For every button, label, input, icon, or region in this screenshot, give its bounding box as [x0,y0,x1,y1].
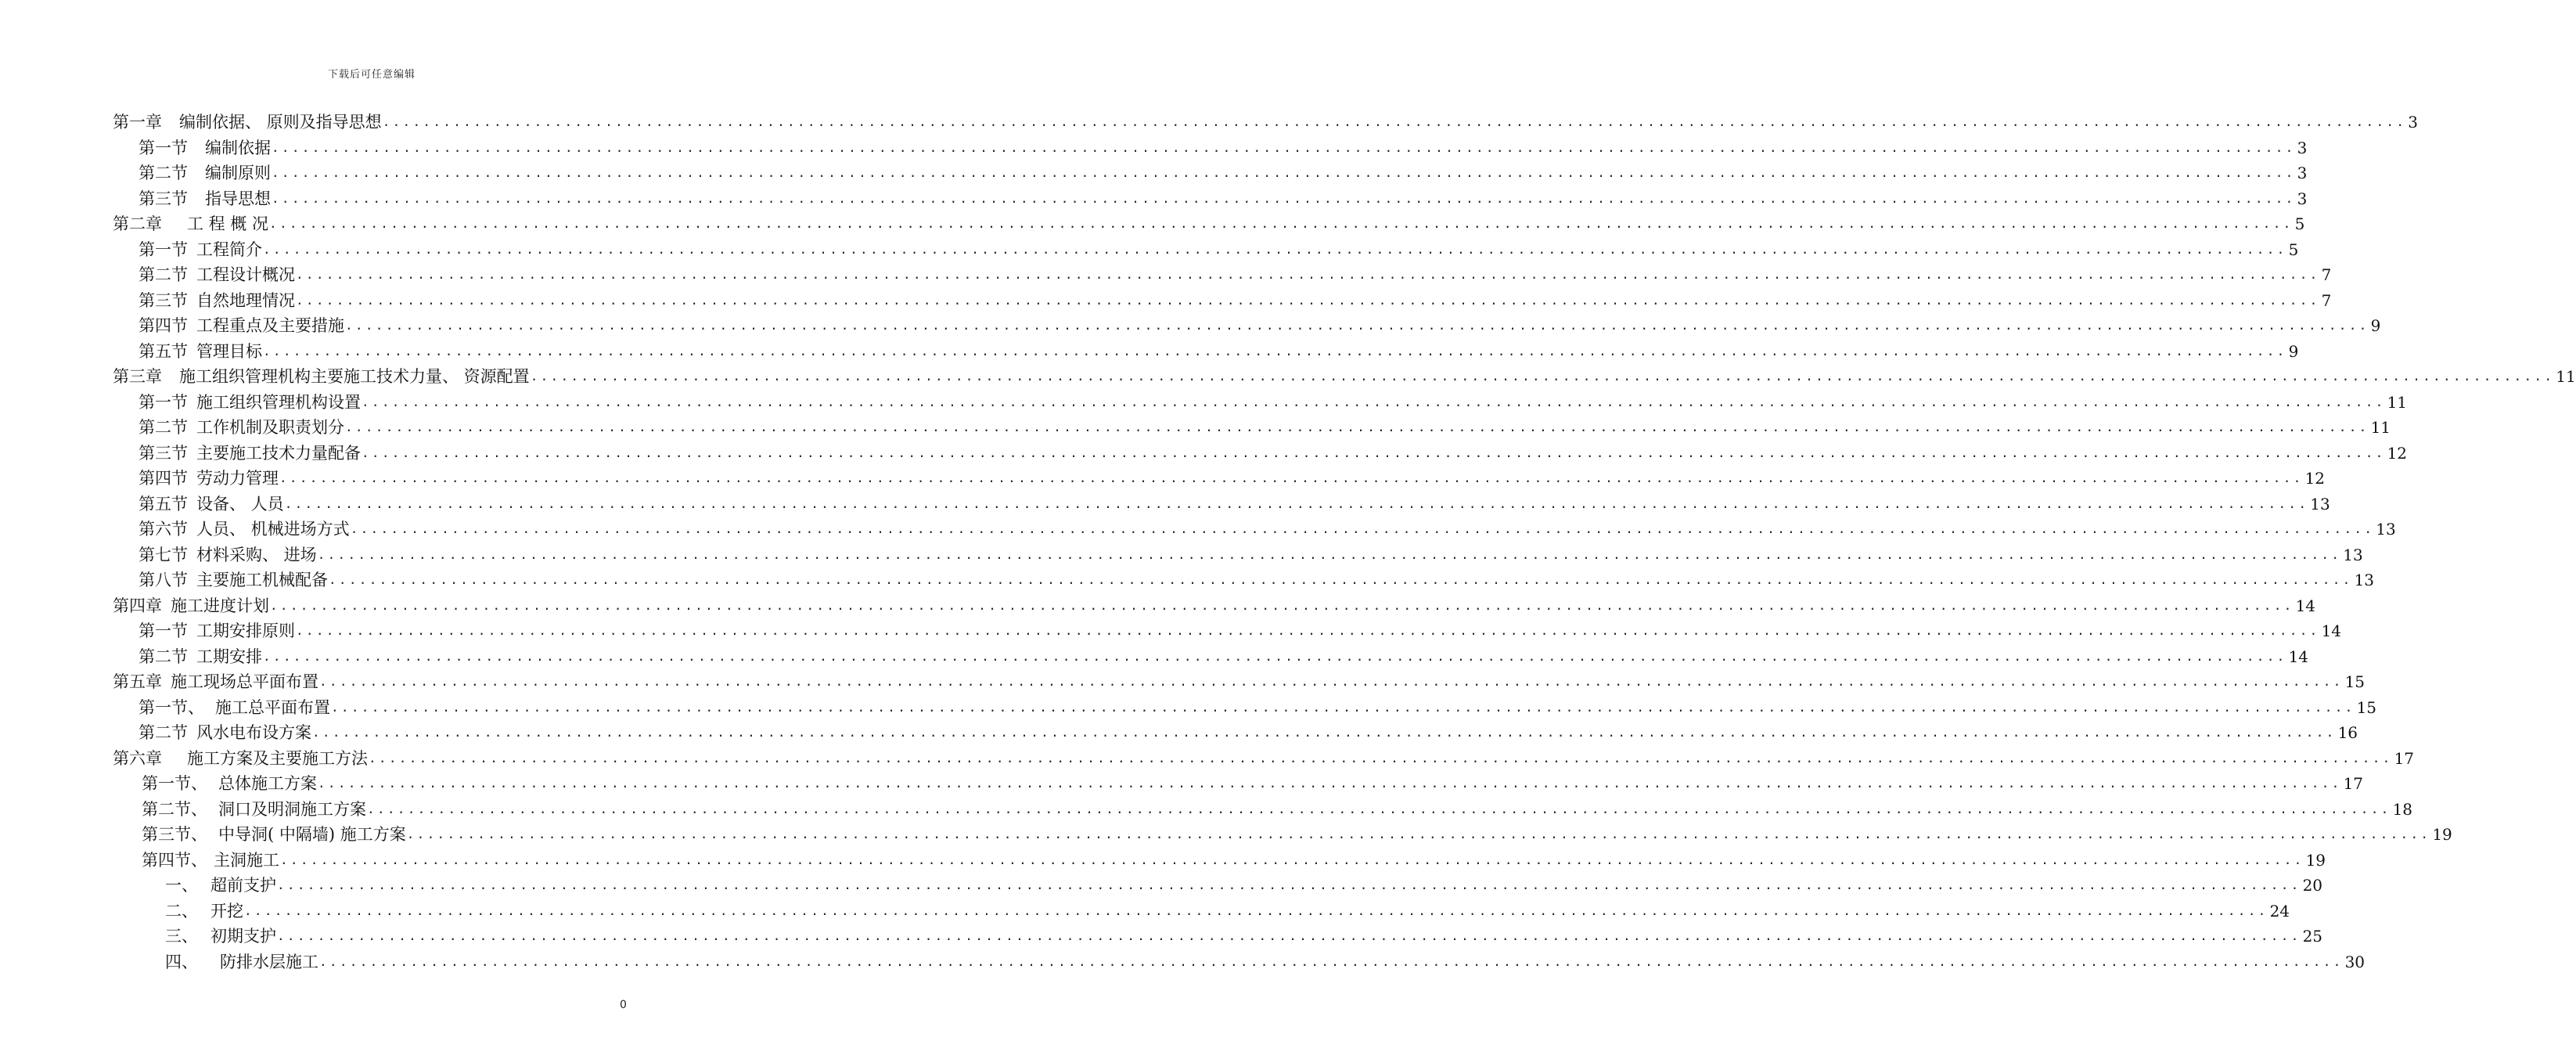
toc-entry-number: 二、 [165,901,198,920]
dot-leader: ........................................................................................................................................................................................................ [270,597,2294,613]
toc-entry-label [165,949,318,975]
dot-leader: ........................................................................................................................................................................................................ [296,267,2320,283]
toc-entry-title: 设备、 人员 [196,494,284,513]
toc-entry-label [165,924,276,949]
dot-leader: ........................................................................................................................................................................................................ [296,292,2320,308]
toc-entry-label [113,110,382,135]
toc-entry[interactable] [0,288,2332,314]
toc-entry-label [165,899,243,924]
dot-leader: ........................................................................................................................................................................................................ [272,190,2296,206]
dot-leader: ........................................................................................................................................................................................................ [244,902,2268,918]
dot-leader: ........................................................................................................................................................................................................ [284,495,2309,511]
toc-entry-title: 材料采购、 进场 [196,545,317,564]
dot-leader: ........................................................................................................................................................................................................ [272,139,2296,155]
toc-entry-number: 第六节 [139,520,188,539]
dot-leader: ........................................................................................................................................................................................................ [312,725,2337,740]
toc-entry-title: 管理目标 [196,341,262,361]
toc-entry-label [139,186,271,212]
toc-entry-number: 第二章 [113,214,162,233]
toc-entry-label [113,593,269,619]
dot-leader: ........................................................................................................................................................................................................ [319,674,2344,690]
toc-entry-page: 9 [2370,316,2381,335]
toc-entry-title: 施工组织管理机构设置 [196,392,361,412]
toc-entry-label [139,466,279,492]
toc-entry-page: 24 [2269,901,2290,920]
toc-entry-title: 工 程 概 况 [187,214,269,233]
toc-entry-page: 7 [2321,290,2332,310]
toc-entry[interactable] [0,644,2309,670]
toc-entry-title: 编制原则 [205,164,271,182]
toc-entry-page: 11 [2556,367,2576,386]
toc-entry-page: 12 [2387,443,2408,463]
toc-entry[interactable] [0,262,2332,288]
toc-entry-label [139,492,284,517]
toc-entry[interactable] [0,339,2299,365]
toc-entry-label [113,211,268,237]
toc-entry-label [139,237,262,263]
toc-entry-title: 风水电布设方案 [196,723,311,742]
page-number: 0 [620,999,627,1011]
toc-entry-page: 16 [2337,723,2358,742]
toc-entry[interactable] [0,746,2415,772]
toc-entry-number: 第三节 [139,290,188,310]
toc-entry-title: 初期支护 [210,927,276,946]
toc-entry-page: 11 [2387,392,2408,412]
toc-entry-label [113,669,318,695]
toc-entry-page: 3 [2408,113,2418,132]
toc-entry-page: 3 [2297,164,2308,182]
toc-entry-label [165,873,276,899]
toc-entry-number: 第二节 [139,647,188,666]
toc-entry[interactable] [0,160,2308,186]
toc-entry-label [139,160,271,186]
dot-leader: ........................................................................................................................................................................................................ [296,623,2320,639]
toc-entry[interactable] [0,949,2366,975]
toc-entry-label [139,390,361,416]
toc-entry-label [113,746,368,772]
toc-entry-page: 19 [2305,850,2326,870]
toc-entry-number: 第六章 [113,748,162,768]
toc-entry-label [139,542,317,568]
toc-entry-title: 防排水层施工 [220,952,318,971]
toc-entry-page: 13 [2343,545,2363,564]
toc-entry-page: 14 [2321,621,2342,640]
toc-entry-title: 开挖 [210,901,243,920]
dot-leader: ........................................................................................................................................................................................................ [263,343,2287,358]
toc-entry-number: 第二节、 [142,799,207,819]
toc-entry-page: 9 [2288,341,2299,361]
dot-leader: ........................................................................................................................................................................................................ [329,572,2353,588]
toc-entry-number: 第一节、 [142,774,207,793]
toc-entry-page: 3 [2297,138,2308,157]
toc-entry-title: 指导思想 [205,189,271,208]
toc-entry-page: 25 [2302,927,2323,946]
dot-leader: ........................................................................................................................................................................................................ [406,827,2431,842]
toc-entry-page: 20 [2302,876,2323,895]
toc-entry-number: 第二节 [139,723,188,742]
toc-entry-number: 第五节 [139,494,188,513]
toc-entry-title: 自然地理情况 [196,290,295,310]
dot-leader: ........................................................................................................................................................................................................ [279,470,2304,486]
toc-entry-page: 13 [2354,571,2375,589]
toc-entry-label [139,720,311,746]
toc-entry-title: 工程简介 [196,240,262,259]
toc-entry[interactable] [0,669,2366,695]
toc-entry[interactable] [0,415,2391,441]
toc-entry-page: 18 [2392,799,2413,819]
toc-entry-title: 工作机制及职责划分 [196,418,344,437]
toc-entry[interactable] [0,593,2316,619]
toc-entry[interactable] [0,517,2396,542]
toc-entry-page: 7 [2321,265,2332,284]
toc-entry[interactable] [0,924,2323,949]
toc-entry-label [139,288,295,314]
toc-entry-page: 3 [2297,189,2308,208]
dot-leader: ........................................................................................................................................................................................................ [269,216,2294,232]
toc-entry-page: 12 [2304,469,2326,488]
toc-entry[interactable] [0,771,2364,797]
toc-entry-number: 第一节 [139,240,188,259]
toc-entry-title: 主要施工技术力量配备 [196,443,361,463]
toc-entry[interactable] [0,186,2308,212]
toc-entry-title: 人员、 机械进场方式 [196,520,350,539]
toc-entry-number: 第一节 [139,392,188,412]
toc-entry[interactable] [0,390,2408,416]
toc-entry-number: 第四节 [139,316,188,335]
toc-entry-label [139,567,328,593]
toc-entry-number: 第三节 [139,443,188,463]
toc-entry[interactable] [0,237,2299,263]
toc-entry-label [142,797,366,823]
toc-entry-title: 工期安排 [196,647,262,666]
toc-entry[interactable] [0,441,2408,467]
toc-entry-label [139,441,361,467]
toc-entry-title: 工期安排原则 [196,621,295,640]
toc-entry-number: 第八节 [139,571,188,589]
toc-entry[interactable] [0,720,2358,746]
toc-entry-number: 第三节、 [142,825,207,844]
dot-leader: ........................................................................................................................................................................................................ [530,369,2555,384]
toc-entry-title: 施工进度计划 [171,596,269,615]
toc-entry-page: 5 [2294,214,2305,233]
toc-entry[interactable] [0,364,2576,390]
toc-entry-page: 5 [2288,240,2299,259]
toc-entry[interactable] [0,492,2330,517]
dot-leader: ........................................................................................................................................................................................................ [317,546,2342,562]
toc-entry-number: 第七节 [139,545,188,564]
toc-entry-page: 13 [2310,494,2330,513]
toc-entry-number: 第三节 [139,189,188,208]
toc-entry-label [139,517,350,542]
toc-entry-title: 主要施工机械配备 [196,571,328,589]
toc-entry-number: 第二节 [139,164,188,182]
toc-entry-page: 11 [2370,418,2391,437]
toc-entry-label [139,135,271,161]
toc-entry-page: 17 [2394,748,2415,768]
toc-entry-title: 工程设计概况 [196,265,295,284]
toc-entry-number: 第一节 [139,621,188,640]
toc-entry-number: 第五章 [113,672,162,691]
toc-entry-title: 主洞施工 [214,850,279,870]
toc-entry[interactable] [0,848,2326,874]
toc-entry-title: 洞口及明洞施工方案 [218,799,366,819]
table-of-contents [0,110,2576,975]
toc-entry-label [139,618,295,644]
toc-entry[interactable] [0,873,2323,899]
dot-leader: ........................................................................................................................................................................................................ [345,318,2369,333]
toc-entry-title: 施工现场总平面布置 [171,672,318,691]
dot-leader: ........................................................................................................................................................................................................ [263,241,2287,257]
toc-entry-number: 第四节 [139,469,188,488]
toc-entry[interactable] [0,695,2377,721]
dot-leader: ........................................................................................................................................................................................................ [362,445,2386,460]
dot-leader: ........................................................................................................................................................................................................ [345,420,2369,435]
toc-entry-number: 第一章 [113,113,162,132]
toc-entry-title: 中导洞( 中隔墙) 施工方案 [218,825,406,844]
toc-entry-title: 编制依据 [205,138,271,157]
toc-entry-number: 第五节 [139,341,188,361]
dot-leader: ........................................................................................................................................................................................................ [362,394,2386,409]
toc-entry[interactable] [0,567,2375,593]
toc-entry-number: 第一节、 [139,697,204,717]
toc-entry-page: 17 [2343,774,2364,793]
toc-entry-number: 一、 [165,876,198,895]
toc-entry[interactable] [0,466,2326,492]
toc-entry-page: 19 [2432,825,2452,844]
toc-entry-label [139,695,330,721]
toc-entry-title: 施工组织管理机构主要施工技术力量、 资源配置 [179,367,530,386]
toc-entry-title: 超前支护 [210,876,276,895]
toc-entry-number: 第四章 [113,596,162,615]
toc-entry-title: 工程重点及主要措施 [196,316,344,335]
toc-entry-number: 第一节 [139,138,188,157]
dot-leader: ........................................................................................................................................................................................................ [369,750,2393,766]
toc-entry-title: 编制依据、 原则及指导思想 [179,113,382,132]
toc-entry-page: 13 [2376,520,2396,539]
toc-entry-label [139,313,344,339]
toc-entry-number: 第二节 [139,265,188,284]
toc-entry-label [113,364,530,390]
dot-leader: ........................................................................................................................................................................................................ [319,953,2344,969]
dot-leader: ........................................................................................................................................................................................................ [350,521,2375,537]
toc-entry-label [139,262,295,288]
toc-entry-label [139,339,262,365]
toc-entry-label [142,848,279,874]
page-header: 下载后可任意编辑 [327,69,416,81]
toc-entry-page: 15 [2356,697,2377,717]
toc-entry-label [139,644,262,670]
toc-entry-number: 第二节 [139,418,188,437]
toc-entry[interactable] [0,211,2305,237]
dot-leader: ........................................................................................................................................................................................................ [277,877,2301,893]
toc-entry[interactable] [0,313,2381,339]
toc-entry-page: 14 [2288,647,2309,666]
toc-entry[interactable] [0,110,2418,135]
toc-entry-page: 14 [2295,596,2316,615]
toc-entry-title: 劳动力管理 [196,469,279,488]
toc-entry-label [142,771,317,797]
toc-entry[interactable] [0,135,2308,161]
toc-entry-label [139,415,344,441]
dot-leader: ........................................................................................................................................................................................................ [331,699,2355,715]
toc-entry-title: 总体施工方案 [218,774,317,793]
toc-entry-number: 四、 [165,952,198,971]
toc-entry[interactable] [0,822,2452,848]
dot-leader: ........................................................................................................................................................................................................ [367,801,2391,816]
toc-entry-page: 30 [2344,952,2366,971]
toc-entry-number: 第四节、 [142,850,207,870]
toc-entry-number: 三、 [165,927,198,946]
dot-leader: ........................................................................................................................................................................................................ [272,165,2296,181]
toc-entry-label [142,822,406,848]
toc-entry[interactable] [0,899,2290,924]
dot-leader: ........................................................................................................................................................................................................ [263,648,2287,664]
dot-leader: ........................................................................................................................................................................................................ [277,928,2301,944]
toc-entry-title: 施工方案及主要施工方法 [187,748,368,768]
toc-entry[interactable] [0,618,2342,644]
dot-leader: ........................................................................................................................................................................................................ [318,776,2342,791]
toc-entry-number: 第三章 [113,367,162,386]
dot-leader: ........................................................................................................................................................................................................ [280,852,2304,867]
toc-entry[interactable] [0,542,2363,568]
toc-entry-page: 15 [2344,672,2366,691]
dot-leader: ........................................................................................................................................................................................................ [382,114,2407,130]
toc-entry[interactable] [0,797,2413,823]
toc-entry-title: 施工总平面布置 [215,697,330,717]
